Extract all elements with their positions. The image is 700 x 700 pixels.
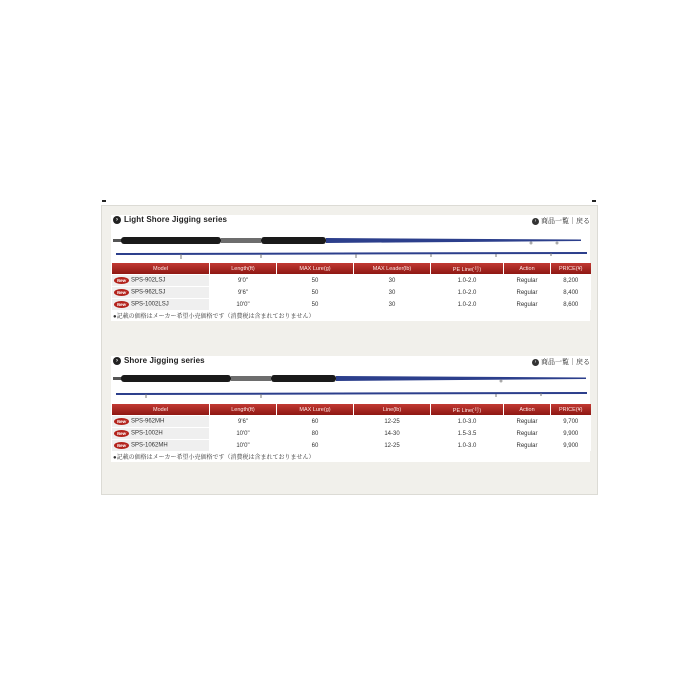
nav-links[interactable] [532,357,590,367]
length-cell: 9'6" [210,287,277,299]
nav-label[interactable]: 商品一覧｜戻る [541,359,590,366]
series-title [113,215,227,224]
table-row [112,428,591,440]
rod-image [111,370,590,404]
col-action: Action [504,263,551,275]
rod-guide [500,380,503,383]
new-badge: New [114,418,129,425]
pe-line-cell: 1.0-3.0 [431,440,504,452]
model-cell [112,416,210,428]
new-badge: New [114,442,129,449]
rod-tip-section [116,253,587,254]
lure-cell: 50 [277,299,354,311]
length-cell: 10'0" [210,440,277,452]
price-cell: 9,900 [551,428,591,440]
table-row [112,275,591,287]
table-row [112,440,591,452]
model-cell [112,428,210,440]
product-spec-frame [101,205,598,495]
col-model: Model [112,404,210,416]
model-cell [112,440,210,452]
col-max-leader: MAX Leader(lb) [354,263,431,275]
new-badge: New [114,301,129,308]
length-cell: 10'0" [210,299,277,311]
panel-light-shore-jigging [111,215,590,321]
length-cell: 9'6" [210,416,277,428]
action-cell: Regular [504,440,551,452]
model-name: SPS-962MH [131,418,165,425]
rod-fore-grip [261,237,326,244]
model-cell [112,299,210,311]
action-cell: Regular [504,428,551,440]
col-max-lure: MAX Lure(g) [277,404,354,416]
lure-cell: 50 [277,275,354,287]
rod-rear-grip [121,375,231,382]
panel-shore-jigging [111,356,590,462]
table-header-row [112,263,591,275]
pe-line-cell: 1.5-3.5 [431,428,504,440]
arrow-circle-icon: › [532,218,539,225]
series-title-text: Light Shore Jigging series [124,215,228,224]
pe-line-cell: 1.0-2.0 [431,287,504,299]
line-cell: 14-30 [354,428,431,440]
series-title-text: Shore Jigging series [124,356,205,365]
length-cell: 10'0" [210,428,277,440]
price-cell: 8,200 [551,275,591,287]
table-row [112,287,591,299]
pe-line-cell: 1.0-2.0 [431,299,504,311]
rod-guide [530,242,533,245]
price-note: ●記載の価格はメーカー希望小売価格です（消費税は含まれておりません） [113,314,315,320]
crop-mark-left [102,200,106,202]
rod-blank [336,376,586,381]
model-cell [112,287,210,299]
col-price: PRICE(¥) [551,263,591,275]
col-price: PRICE(¥) [551,404,591,416]
chevron-circle-icon: › [113,216,121,224]
model-name: SPS-1002LSJ [131,301,169,308]
leader-cell: 30 [354,287,431,299]
col-action: Action [504,404,551,416]
rod-reel-seat [231,376,271,381]
spec-table [111,404,591,451]
rod-fore-grip [271,375,336,382]
table-row [112,299,591,311]
action-cell: Regular [504,287,551,299]
rod-reel-seat [221,238,261,243]
panel-header [111,356,590,370]
col-model: Model [112,263,210,275]
col-pe-line: PE Line(号) [431,263,504,275]
rod-tip-section [116,393,587,394]
price-cell: 9,900 [551,440,591,452]
series-title [113,356,205,365]
action-cell: Regular [504,275,551,287]
leader-cell: 30 [354,275,431,287]
new-badge: New [114,277,129,284]
new-badge: New [114,430,129,437]
model-name: SPS-962LSJ [131,289,166,296]
nav-label[interactable]: 商品一覧｜戻る [541,218,590,225]
nav-links[interactable] [532,216,590,226]
pe-line-cell: 1.0-2.0 [431,275,504,287]
lure-cell: 60 [277,440,354,452]
price-note: ●記載の価格はメーカー希望小売価格です（消費税は含まれておりません） [113,455,315,461]
action-cell: Regular [504,416,551,428]
new-badge: New [114,289,129,296]
rod-rear-grip [121,237,221,244]
length-cell: 9'0" [210,275,277,287]
table-header-row [112,404,591,416]
crop-mark-right [592,200,596,202]
chevron-circle-icon: › [113,357,121,365]
rod-image [111,229,590,263]
lure-cell: 50 [277,287,354,299]
price-cell: 8,600 [551,299,591,311]
col-length: Length(ft) [210,263,277,275]
price-cell: 9,700 [551,416,591,428]
col-max-lure: MAX Lure(g) [277,263,354,275]
price-cell: 8,400 [551,287,591,299]
spec-table [111,263,591,310]
model-name: SPS-1062MH [131,442,168,449]
col-length: Length(ft) [210,404,277,416]
rod-guide [556,242,559,245]
lure-cell: 60 [277,416,354,428]
col-pe-line: PE Line(号) [431,404,504,416]
arrow-circle-icon: › [532,359,539,366]
model-name: SPS-902LSJ [131,277,166,284]
col-line: Line(lb) [354,404,431,416]
panel-header [111,215,590,229]
pe-line-cell: 1.0-3.0 [431,416,504,428]
lure-cell: 80 [277,428,354,440]
rod-blank [326,238,581,243]
action-cell: Regular [504,299,551,311]
table-row [112,416,591,428]
model-name: SPS-1002H [131,430,163,437]
line-cell: 12-25 [354,416,431,428]
line-cell: 12-25 [354,440,431,452]
leader-cell: 30 [354,299,431,311]
model-cell [112,275,210,287]
